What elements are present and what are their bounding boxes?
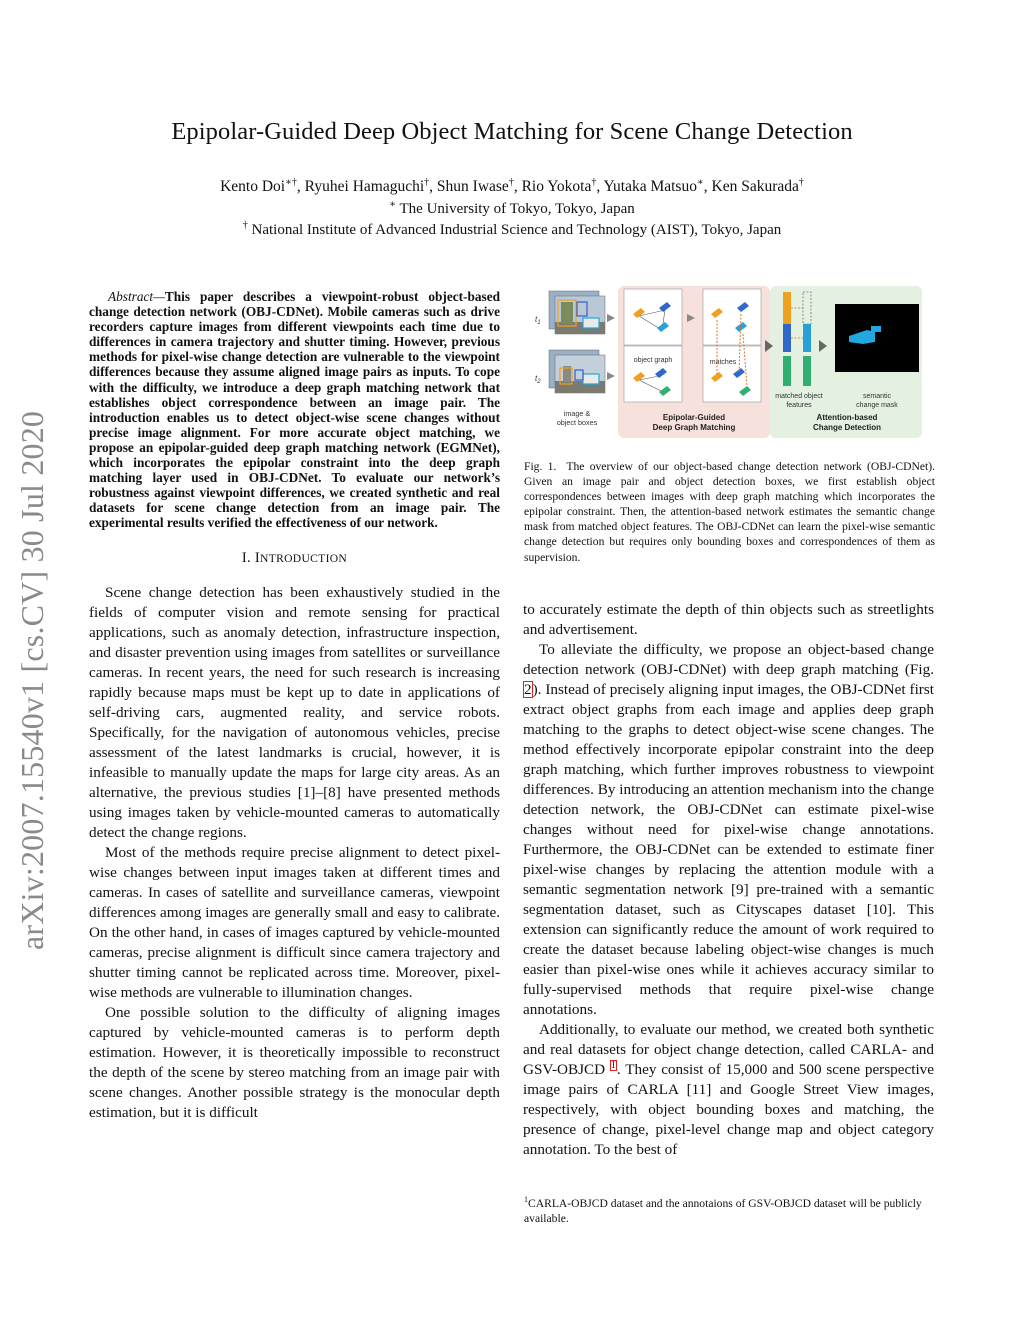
mask-label-line2: change mask bbox=[856, 402, 898, 409]
author-separator: , bbox=[513, 178, 522, 195]
semantic-change-mask bbox=[835, 304, 919, 372]
affiliation-2 bbox=[0, 222, 1024, 239]
right-paragraph-0: to accurately estimate the depth of thin objects such as streetlights and advertisement. bbox=[523, 601, 934, 638]
author-list bbox=[0, 178, 1024, 196]
author-mark: † bbox=[591, 176, 597, 188]
stage1-label-line1: Epipolar-Guided bbox=[662, 413, 726, 422]
intro-paragraph-1: Scene change detection has been exhaustively studied in the fields of computer vision and remote sensing for practical applications, such as anomaly detection, infrastructure inspection, and disaster prevention using images from satellites or surveillance cameras. In recent years, the need for such research is increasing rapidly because maps must be kept up to date in applications of self-driving cars, augmented reality, and service robots. Specifically, for the navigation of autonomous vehicles, precise assessment of the latest landmarks is crucial, however, it is infeasible to manually update the maps for large city areas. As an alternative, the previous studies [1]–[8] have presented methods using images taken by vehicle-mounted cameras to automatically detect the change regions. bbox=[89, 583, 500, 841]
figure-reference-link[interactable]: 2 bbox=[524, 681, 532, 698]
author-mark: ∗ bbox=[696, 176, 704, 188]
figure-caption-label: Fig. 1. bbox=[524, 460, 557, 473]
abstract-text: This paper describes a viewpoint-robust object-based change detection network (OBJ-CDNet). Mobile cameras such as drive recorders capture images from different viewpoints each time due to differences in camera trajectory and shutter timing. However, previous methods for pixel-wise change detection are vulnerable to the viewpoint differences because they assume aligned image pairs as inputs. To cope with the difficulty, we introduce a deep graph matching network that establishes object correspondence between an image pair. The introduction enables us to detect object-wise scene changes without precise image alignment. For more accurate object matching, we propose an epipolar-guided deep graph matching network (EGMNet), which incorporates the epipolar constraint into the deep graph matching layer used in OBJ-CDNet. To evaluate our network’s robustness against viewpoint differences, we created synthetic and real datasets for scene change detection from an image pair. The experimental results verified the effectiveness of our network. bbox=[89, 289, 500, 531]
section-title-initial: I bbox=[254, 549, 261, 566]
abstract bbox=[89, 289, 500, 531]
paper-title: Epipolar-Guided Deep Object Matching for Scene Change Detection bbox=[171, 118, 853, 145]
matches-box-t1 bbox=[703, 289, 761, 345]
figure-overview bbox=[527, 284, 935, 440]
author-name: Rio Yokota bbox=[521, 178, 592, 195]
author-mark: † bbox=[508, 176, 514, 188]
stage2-label-line1: Attention-based bbox=[816, 413, 878, 422]
author-name: Ryuhei Hamaguchi bbox=[304, 178, 425, 195]
figure-caption bbox=[524, 459, 935, 565]
arxiv-identifier: arXiv:2007.15540v1 [cs.CV] 30 Jul 2020 bbox=[14, 410, 50, 950]
figure-diagram bbox=[527, 284, 935, 440]
footnote bbox=[524, 1196, 935, 1227]
author-name: Shun Iwase bbox=[436, 178, 509, 195]
object-graph-label: object graph bbox=[633, 357, 673, 364]
time-label-t2: $t_2$ bbox=[535, 374, 541, 385]
intro-paragraph-2: Most of the methods require precise alignment to detect pixel-wise changes between input images taken at different times and cameras. In cases of satellite and surveillance cameras, viewpoint differences among images are generally small and easy to calibrate. On the other hand, in cases of images captured by vehicle-mounted cameras, precise alignment is difficult since camera trajectory and shutter timing cannot be replicated across time. Moreover, pixel-wise methods are vulnerable to illumination changes. bbox=[89, 843, 500, 1001]
affiliation-1 bbox=[0, 201, 1024, 218]
abstract-label: Abstract bbox=[108, 289, 154, 304]
figure-caption-text: The overview of our object-based change detection network (OBJ-CDNet). Given an image pair and object detection boxes, we first establish object correspondences between images with deep graph matching which incorporates the epipolar constraint. Then, the attention-based network estimates the semantic change mask from matched object features. The OBJ-CDNet can learn the pixel-wise semantic change detection but requires only bounding boxes and correspondences of them as supervision. bbox=[524, 460, 935, 564]
input-label-line2: object boxes bbox=[556, 418, 598, 427]
matches-label: matches bbox=[709, 359, 737, 366]
input-image-t2 bbox=[549, 350, 605, 393]
abstract-dash: — bbox=[153, 289, 165, 304]
affiliation-mark: † bbox=[242, 220, 248, 231]
left-column bbox=[89, 289, 500, 1123]
author-mark: † bbox=[424, 176, 430, 188]
object-graph-box-t2 bbox=[624, 346, 682, 402]
mask-label-line1: semantic bbox=[862, 393, 892, 400]
matched-label-line2: features bbox=[786, 402, 812, 409]
section-number: I. bbox=[241, 549, 255, 566]
affiliation-text: The University of Tokyo, Tokyo, Japan bbox=[396, 201, 635, 217]
right-paragraph-2: Additionally, to evaluate our method, we created both synthetic and real datasets for object change detection, called CARLA- and GSV-OBJCD $^1$. They consist of 15,000 and 500 scene perspective image pairs of CARLA [11] and Google Street View images, respectively, with object bounding boxes and matching, the presence of change, pixel-level change map and object category annotation. To the best of bbox=[523, 1021, 934, 1158]
matches-box-t2 bbox=[703, 346, 761, 402]
author-separator: , bbox=[596, 178, 604, 195]
input-image-t1 bbox=[549, 291, 605, 334]
author-name: Ken Sakurada bbox=[711, 178, 799, 195]
footnote-mark: 1 bbox=[524, 1195, 528, 1205]
arrow-right-icon bbox=[607, 314, 615, 322]
footnote-reference-link[interactable]: 1 bbox=[610, 1059, 616, 1071]
section-title-rest: NTRODUCTION bbox=[260, 551, 348, 565]
author-name: Kento Doi bbox=[220, 178, 286, 195]
affiliation-text: National Institute of Advanced Industrial Science and Technology (AIST), Tokyo, Japan bbox=[247, 222, 782, 238]
section-heading bbox=[89, 548, 500, 569]
object-graph-box-t1 bbox=[624, 289, 682, 345]
stage1-label-line2: Deep Graph Matching bbox=[652, 423, 736, 432]
matched-label-line1: matched object bbox=[775, 393, 823, 400]
author-name: Yutaka Matsuo bbox=[603, 178, 697, 195]
time-label-t1: $t_1$ bbox=[535, 315, 541, 326]
arrow-right-icon bbox=[607, 372, 615, 380]
right-column bbox=[523, 600, 934, 1160]
author-separator: , bbox=[296, 178, 305, 195]
input-label-line1: image & bbox=[563, 409, 591, 418]
author-separator: , bbox=[429, 178, 437, 195]
author-mark: † bbox=[798, 176, 804, 188]
affiliation-mark: ∗ bbox=[389, 199, 397, 210]
footnote-text: CARLA-OBJCD dataset and the annotaions of GSV-OBJCD dataset will be publicly available. bbox=[524, 1197, 922, 1226]
author-mark: ∗† bbox=[285, 176, 297, 188]
right-paragraph-1: To alleviate the difficulty, we propose an object-based change detection network (OBJ-CDNet) with deep graph matching (Fig. 2). Instead of precisely aligning input images, the OBJ-CDNet first extract object graphs from each image and applies deep graph matching to the graphs to detect object-wise scene changes. The method effectively incorporate epipolar constraint into the deep graph matching, which further improves robustness to viewpoint differences. By introducing an attention mechanism into the change detection network, the OBJ-CDNet can estimate pixel-wise changes without need for pixel-wise change annotations. Furthermore, the OBJ-CDNet can be extended to estimate finer pixel-wise changes by replacing the attention module with a semantic segmentation network [9] pre-trained with a semantic segmentation dataset, such as Cityscapes dataset [10]. This extension can significantly reduce the amount of work required to create the dataset because labeling object-wise changes is much easier than pixel-wise ones while it achieves accuracy similar to fully-supervised methods that require pixel-wise change annotations. bbox=[523, 641, 934, 1018]
intro-paragraph-3: One possible solution to the difficulty of aligning images captured by vehicle-mounted cameras is to perform depth estimation. However, it is theoretically impossible to reconstruct the depth of the scene by stereo matching from an image pair with scene changes. Another possible strategy is the monocular depth estimation, but it is difficult bbox=[89, 1003, 500, 1121]
stage2-label-line2: Change Detection bbox=[812, 423, 882, 432]
author-separator: , bbox=[703, 178, 712, 195]
